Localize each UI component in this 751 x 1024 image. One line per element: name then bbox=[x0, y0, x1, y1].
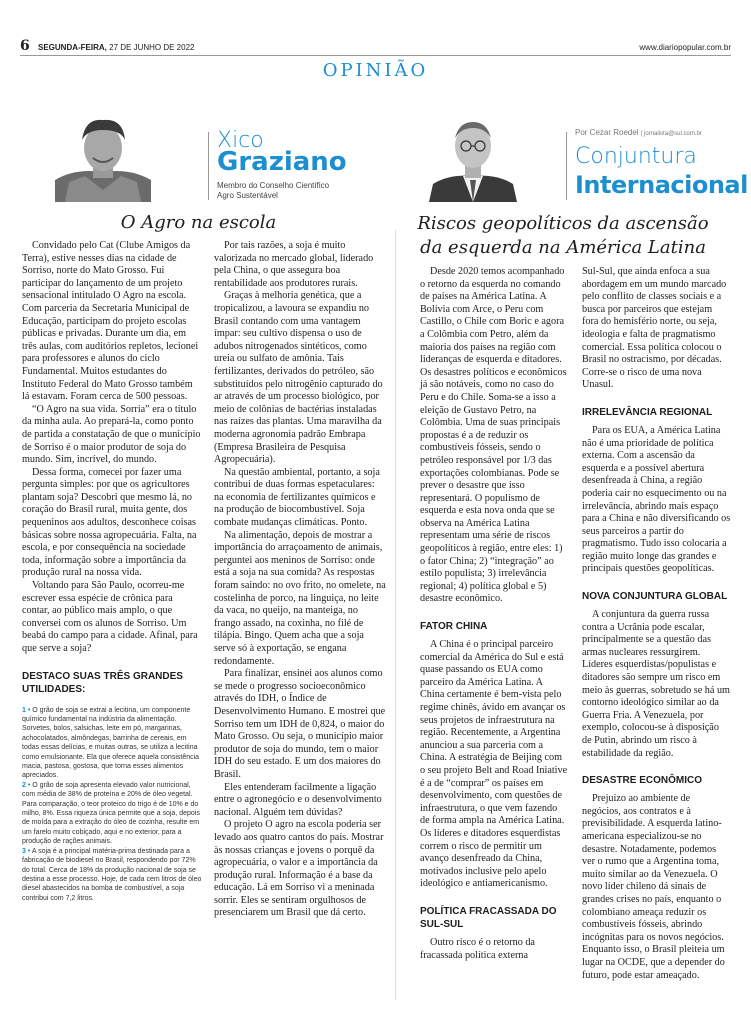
paragraph: O projeto O agro na escola poderia ser levado aos quatro cantos do país. Mostrar às nossas crianças e jovens o porquê da agropecuária, o valor e a importância da produção rural. Informação é a base da educação. Lá em Sorriso vi a meninada sorrir. Eles se sentiram orgulhosos de presenciarem um Brasil que dá certo. bbox=[214, 819, 384, 919]
column-label-2: Internacional bbox=[575, 171, 748, 199]
list-item: 2 • O grão de soja apresenta elevado valor nutricional, com média de 38% de proteína e 20% de óleo vegetal. Para comparação, o teor proteico do trigo é de 10% e do milho, 8%. Essa riqueza única permite que a soja, depois de moída para a extração do óleo de cozinha, resulte em um farelo muito cobiçado, aqui e no exterior, para a produção de rações animais. bbox=[22, 781, 200, 846]
paragraph: Graças à melhoria genética, que a tropicalizou, a lavoura se expandiu no Brasil contando com uma vantagem ímpar: seu cultivo dispensa o uso de adubos nitrogenados sintéticos, como ureia ou sulfato de amônia. Tais fertilizantes, derivados do petróleo, são substituídos pelo nitrogênio capturado do ar através de um processo biológico, por meio de colônias de bactérias instaladas nas raízes das plantas. Uma maravilha da moderna agronomia padrão Embrapa (Empresa Brasileira de Pesquisa Agropecuária). bbox=[214, 290, 383, 466]
paragraph: Na questão ambiental, portanto, a soja contribui de duas formas espetaculares: na economia de fertilizantes químicos e na produção de biocombustível. Soja combate mudanças climáticas. Ponto. bbox=[214, 466, 380, 529]
subhead-irrelevancia: IRRELEVÂNCIA REGIONAL bbox=[582, 406, 713, 418]
article-title-right: Riscos geopolíticos da ascensão da esquerda na América Latina bbox=[417, 213, 709, 258]
subhead-fator-china: FATOR CHINA bbox=[420, 621, 488, 633]
author-bio: Membro do Conselho Científico Agro Sustentável bbox=[217, 181, 330, 200]
destaco-list bbox=[22, 706, 202, 904]
list-item: 1 • O grão de soja se extrai a lecitina, um componente químico fundamental na indústria da alimentação. Sorvetes, bolos, salsichas, leite em pó, margarinas, achocolatados, almôndegas, barrinha de cereais, em todas essas delícias, e muitas outras, se utiliza a lecitina como emulsionante. Ela que oferece aquela consistência macia, pastosa, gostosa, que torna esses alimentos apreciados. bbox=[22, 706, 200, 780]
site-url[interactable]: www.diariopopular.com.br bbox=[639, 43, 731, 52]
author-divider-right bbox=[566, 132, 567, 200]
page-header bbox=[20, 38, 731, 56]
paragraph: Convidado pelo Cat (Clube Amigos da Terra), estive nesses dias na cidade de Sorriso, norte do Mato Grosso. Fui participar do lançamento de um projeto sensacional intitulado O Agro na escola. Com parceria da Secretaria Municipal de Educação, participam do projeto escolas públicas e privadas. Durante um dia, em três aulas, com auditórios repletos, lecionei para professores e alunos do ciclo Fundamental. Muitos estudantes do Instituto Federal do Mato Grosso também lá estavam. Foram cerca de 500 pessoas. bbox=[22, 240, 199, 403]
page-number: 6 bbox=[20, 38, 30, 54]
article-title-left: O Agro na escola bbox=[120, 212, 277, 233]
article-right-column-2 bbox=[582, 266, 731, 982]
paragraph: A China é o principal parceiro comercial da América do Sul e está quase passando os EUA como parceiro da América Latina. A China certamente é bem-vista pelo regime chinês, ávido em avançar os seus projetos de infraestrutura na região. Recentemente, a Argentina anunciou a sua parceria com a China. A estratégia de Beijing com o seu projeto Belt and Road Iniative é a de “comprar” os países em desenvolvimento, com questões de infraestrutura, o que vem fazendo de forma ampla na América Latina. Os líderes e ditadores esquerdistas correm o risco de permitir um avanço desenfreado da China, motivados inclusive pelo apelo ideológico e antiamericanismo. bbox=[420, 639, 568, 890]
article-right-column-1 bbox=[420, 266, 568, 962]
paragraph: Dessa forma, comecei por fazer uma pergunta simples: por que os agricultores plantam soja? Descobri que mesmo lá, no coração do Brasil rural, muita gente, dos pequeninos aos adultos, desconhece coisas básicas sobre nossa agropecuária. Falta, na escola, e por consequência na sociedade toda, informação sobre a importância da produção rural na nossa vida. bbox=[22, 466, 197, 579]
byline: Por Cezar Roedel | jornalista@sul.com.br bbox=[575, 128, 702, 137]
paragraph: Sul-Sul, que ainda enfoca a sua abordagem em um mundo marcado pelo conflito de classes sociais e a busca por parceiros que estejam fora do hemisfério norte, ou seja, ideologia e falta de pragmatismo comercial. Essa política colocou o Brasil no ostracismo, por décadas. Corre-se o risco de uma nova Unasul. bbox=[582, 266, 727, 391]
subhead-desastre: DESASTRE ECONÔMICO bbox=[582, 775, 703, 787]
issue-date: SEGUNDA-FEIRA, 27 DE JUNHO DE 2022 bbox=[38, 43, 195, 52]
subhead-politica-fracassada: POLÍTICA FRACASSADA DO SUL-SUL bbox=[420, 905, 557, 930]
paragraph: Na alimentação, depois de mostrar a importância do arraçoamento de animais, perguntei aos meninos de Sorriso: onde está a soja na sua comida? As respostas foram saindo: no ovo frito, no omelete, na costelinha de porco, na linguiça, no leite da vaca, no queijo, na manteiga, no frango assado, na coxinha, no filé de tilápia. Bingo. Quem acha que a soja serve só à exportação, se engana redondamente. bbox=[214, 529, 386, 667]
paragraph: Para os EUA, a América Latina não é uma prioridade de política externa. Com a ascensão da esquerda e a possível abertura desenfreada à China, a região poderia cair no esquecimento ou na irrelevância, abrindo mais espaço para a China e não diversificando os seus parceiros a partir do pragmatismo. Tudo isso colocaria a região muito longe das grandes e principais questões geopolíticas. bbox=[582, 424, 731, 575]
header-rule bbox=[20, 55, 731, 56]
author-first-name: Xico bbox=[217, 128, 264, 153]
article-left-column-1 bbox=[22, 240, 202, 903]
paragraph: Para finalizar, ensinei aos alunos como se mede o progresso socioeconômico através do IDH, o Índice de Desenvolvimento Humano. E mostrei que Sorriso tem um IDH de 0,824, o maior do Mato Grosso. Ou seja, o município maior produtor de soja do mundo, tem o maior IDH do seu estado. E um dos maiores do Brasil. bbox=[214, 668, 386, 780]
section-title: OPINIÃO bbox=[322, 60, 429, 81]
paragraph: Eles entenderam facilmente a ligação entre o agronegócio e o desenvolvimento nacional. Alguém tem dúvidas? bbox=[214, 781, 382, 818]
destaco-heading: DESTACO SUAS TRÊS GRANDES UTILIDADES: bbox=[22, 670, 183, 695]
article-left-column-2 bbox=[214, 240, 386, 920]
paragraph: Desde 2020 temos acompanhado o retorno da esquerda no comando de países na América Latina. A Bolívia com Arce, o Peru com Castillo, o Chile com Boric e agora a Colômbia com Petro, além da maioria dos países na região com lideranças de esquerda e ditadores. Os desastres políticos e econômicos já são notáveis, como no caso do Peru e do Chile. Soma-se a isso a eleição de Gustavo Petro, na Colômbia. Uma de suas principais propostas é a de reduzir os combustíveis fósseis, sendo o petróleo responsável por 1/3 das exportações colombianas. Pode se prever o desastre que isso representará. O populismo de esquerda e esta nova onda que se observa na América Latina representam uma série de riscos geopolíticos à região, entre eles: 1) o fator China; 2) “integração” ao estilo populista; 3) irrelevância regional; 4) política global e 5) desastre econômico. bbox=[420, 266, 567, 605]
paragraph: Prejuízo ao ambiente de negócios, aos contratos e à previsibilidade. A esquerda latino-americana especializou-se no desastre. Notadamente, podemos ver o rumo que a Argentina toma, muito similar ao da Venezuela. O novo líder chileno dá sinais de grandes crises no país, enquanto o colombiano ameaça reduzir os combustíveis fósseis, abrindo incógnitas para os novos negócios. Enquanto isso, o Brasil pleiteia um lugar na OCDE, que a depender do futuro, pode estar ameaçado. bbox=[582, 793, 725, 981]
paragraph: Voltando para São Paulo, ocorreu-me escrever essa espécie de crônica para contar, ao público mais amplo, o que conversei com os alunos de Sorriso. Um beabá do campo para a cidade. Afinal, para que serve a soja? bbox=[22, 580, 198, 654]
column-divider bbox=[395, 230, 396, 1000]
paragraph: Outro risco é o retorno da fracassada política externa bbox=[420, 936, 535, 961]
list-item: 3 • A soja é a principal matéria-prima destinada para a fabricação de biodiesel no Brasil, respondendo por 72% do total. Cerca de 18% da produção nacional de soja se destina a esse processo. Hoje, de cada cem litros de óleo diesel abastecidos na bomba de combustível, a soja contribui com 7,2 litros. bbox=[22, 847, 202, 902]
author-divider bbox=[208, 132, 209, 200]
column-label-1: Conjuntura bbox=[575, 144, 697, 169]
author-last-name: Graziano bbox=[217, 147, 347, 177]
author-photo-roedel bbox=[425, 110, 521, 202]
paragraph: Por tais razões, a soja é muito valorizada no mercado global, liderado pela China, o que assegura boa rentabilidade aos produtores rurais. bbox=[214, 240, 374, 289]
author-photo-graziano bbox=[55, 110, 151, 202]
subhead-nova-conjuntura: NOVA CONJUNTURA GLOBAL bbox=[582, 591, 728, 603]
paragraph: A conjuntura da guerra russa contra a Ucrânia pode escalar, principalmente se a questão das armas nucleares ressurgirem. Líderes esquerdistas/populistas e ditadores são sempre um risco em meio às guerras, sobretudo se há um contorno ideológico similar ao da Guerra Fria. A Venezuela, por exemplo, colocou-se à disposição de Putin, abrindo um risco à estabilidade da região. bbox=[582, 609, 730, 759]
paragraph: “O Agro na sua vida. Sorria” era o título da minha aula. Ao prepará-la, como ponto de partida a constatação de que o município de Sorriso é o maior produtor de soja do mundo. Sim, incrível, do mundo. bbox=[22, 403, 201, 466]
